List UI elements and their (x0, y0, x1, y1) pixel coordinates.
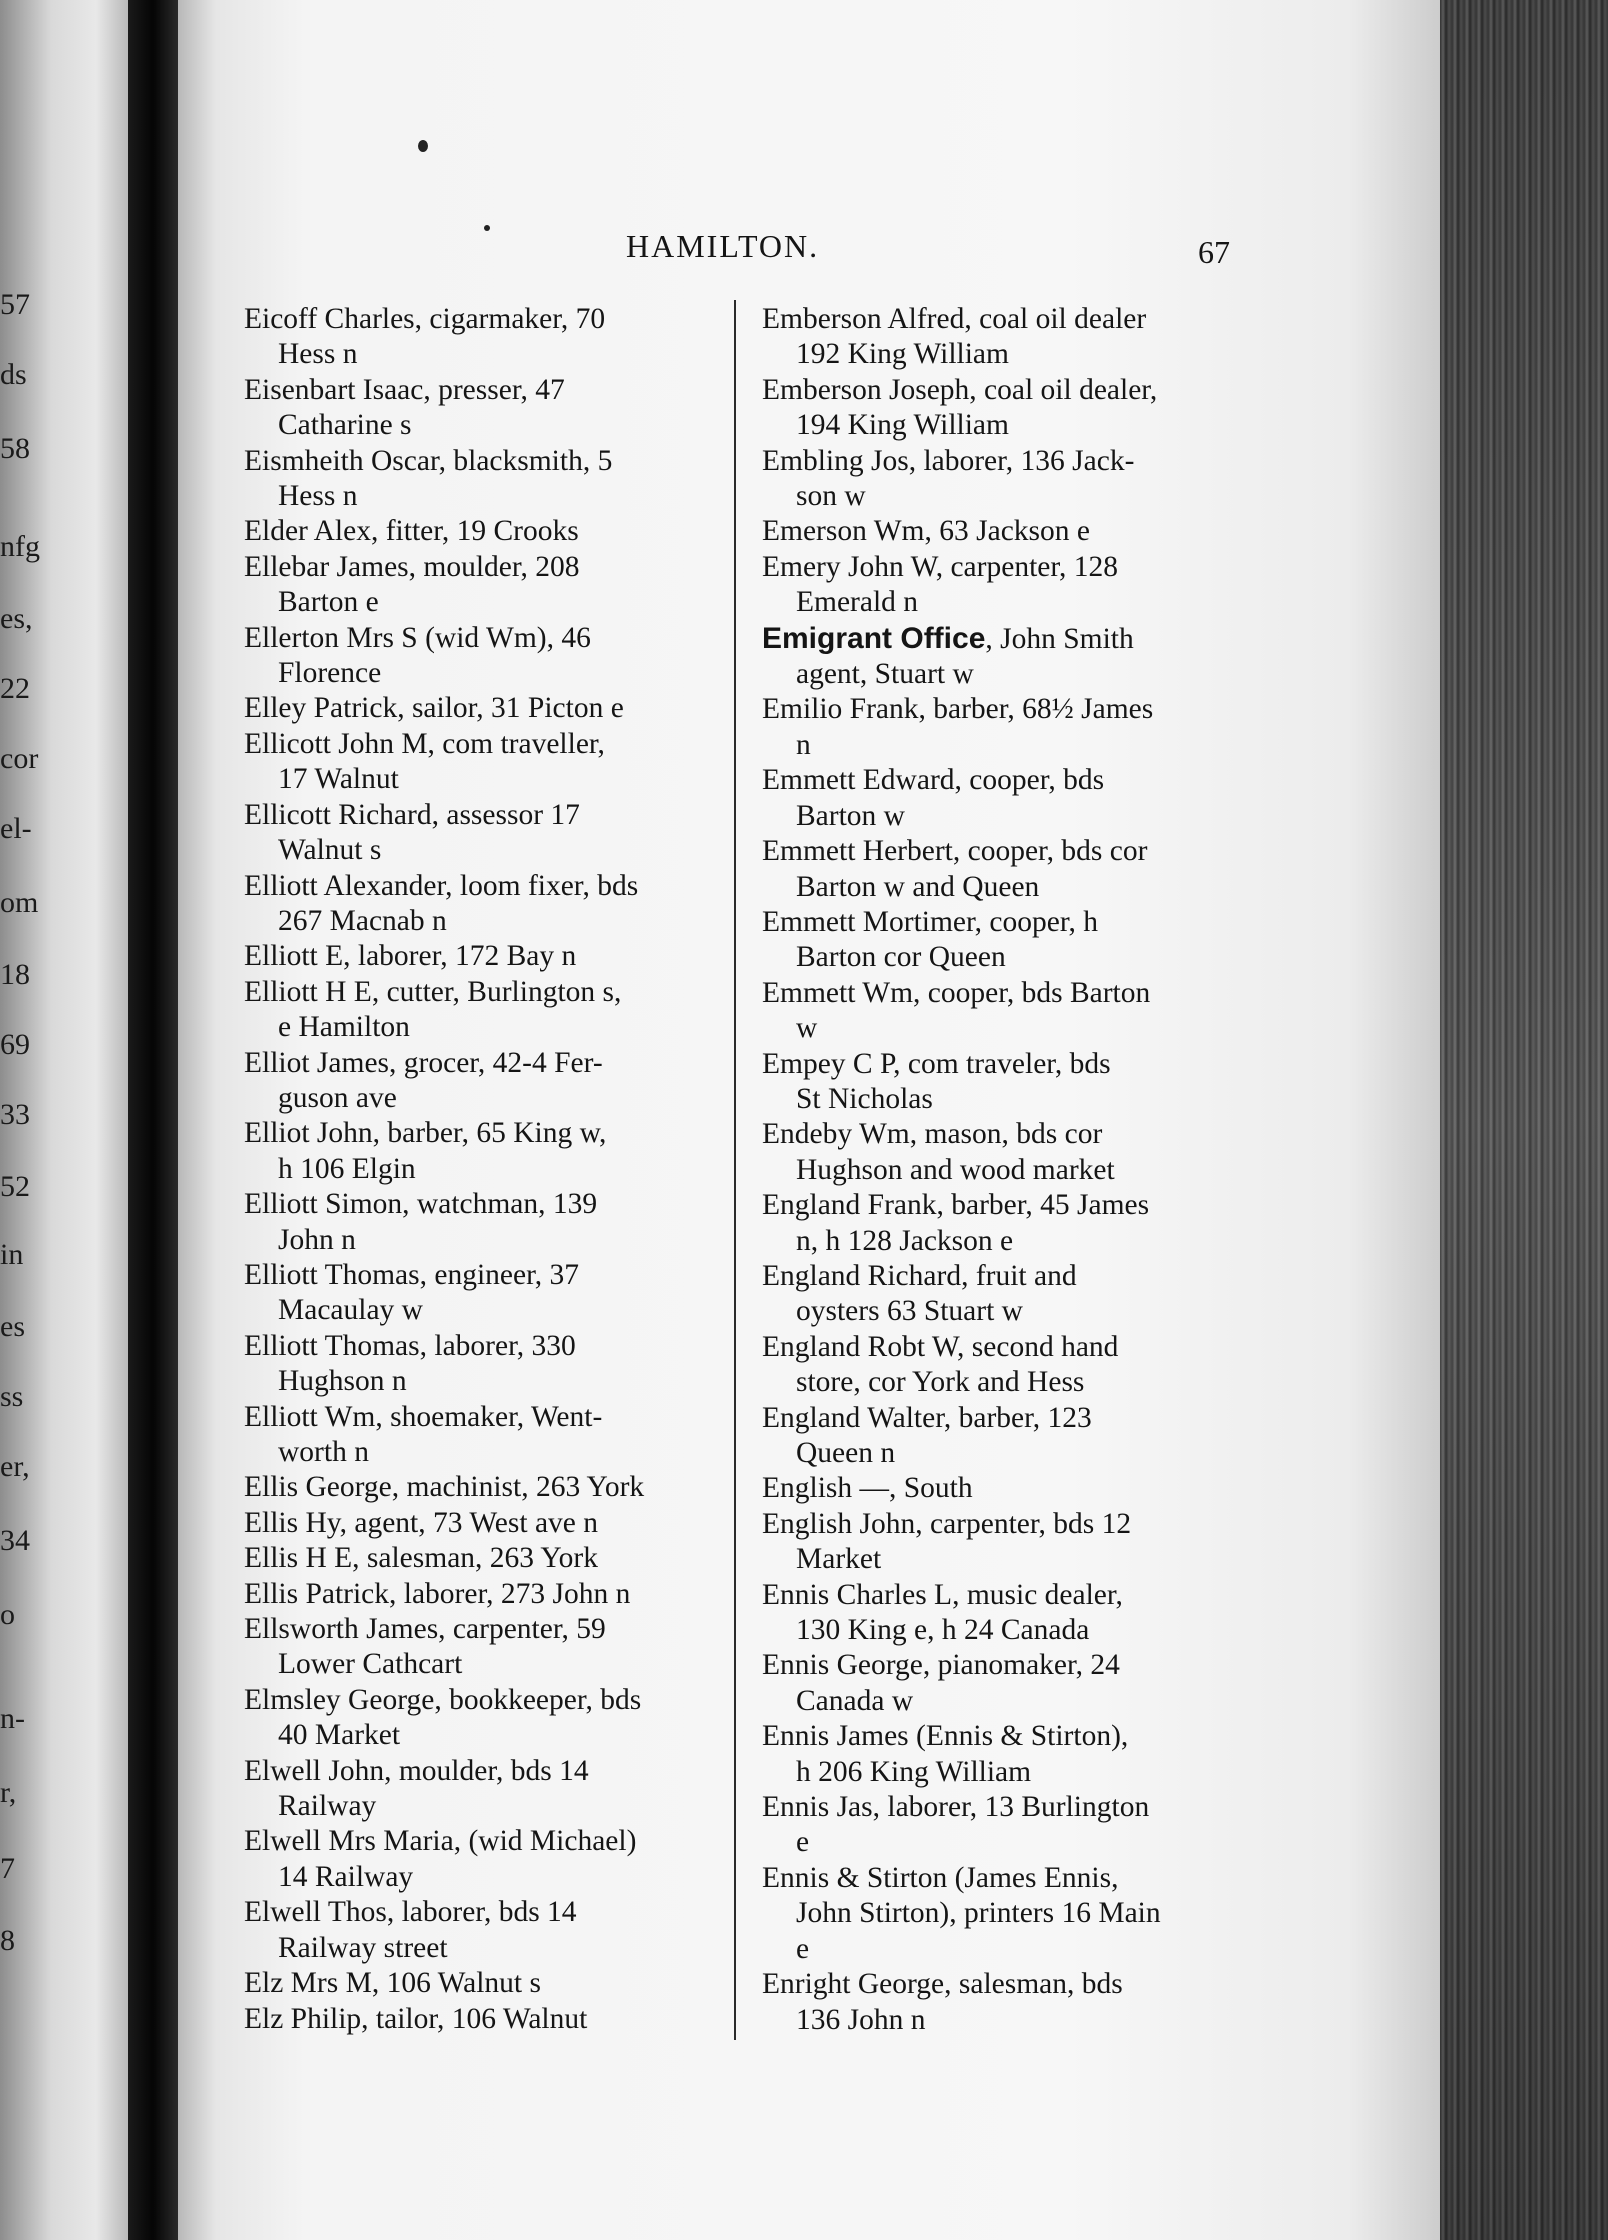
directory-entry (762, 1861, 1236, 1967)
facing-page-fragment: 52 (0, 1170, 30, 1203)
book-gutter (128, 0, 178, 2240)
facing-page-fragment: in (0, 1238, 24, 1271)
entry-text: Ennis James (Ennis & Stirton), (762, 1720, 1129, 1753)
directory-entry (762, 1648, 1236, 1719)
entry-text: Ellsworth James, carpenter, 59 (244, 1613, 606, 1646)
directory-entry (244, 939, 714, 974)
entry-text: Ennis Charles L, music dealer, (762, 1578, 1123, 1611)
directory-entry (244, 1683, 714, 1754)
entry-continuation: Walnut s (278, 834, 382, 867)
entry-continuation: Lower Cathcart (278, 1648, 463, 1681)
directory-entry (762, 692, 1236, 763)
directory-entry (244, 550, 714, 621)
entry-continuation: son w (796, 480, 866, 513)
directory-entry (244, 1577, 714, 1612)
facing-page-fragment: 58 (0, 432, 30, 465)
entry-text: Elz Philip, tailor, 106 Walnut (244, 2002, 588, 2035)
entry-text: Ellis Hy, agent, 73 West ave n (244, 1506, 599, 1539)
entry-text: English —, South (762, 1472, 973, 1505)
entry-continuation: store, cor York and Hess (796, 1366, 1085, 1399)
entry-text: English John, carpenter, bds 12 (762, 1507, 1132, 1540)
directory-entry (762, 302, 1236, 373)
directory-entry (762, 550, 1236, 621)
entry-continuation: n, h 128 Jackson e (796, 1224, 1014, 1257)
entry-text: Ellerton Mrs S (wid Wm), 46 (244, 621, 591, 654)
entry-continuation: guson ave (278, 1081, 397, 1114)
directory-entry (244, 1329, 714, 1400)
entry-text: Elder Alex, fitter, 19 Crooks (244, 515, 579, 548)
directory-entry (244, 1612, 714, 1683)
entry-text: Ellebar James, moulder, 208 (244, 550, 580, 583)
page-block-shade (1440, 0, 1608, 2240)
directory-entry (244, 1258, 714, 1329)
directory-entry (762, 1047, 1236, 1118)
entry-continuation: 136 John n (796, 2003, 926, 2036)
directory-entry (762, 621, 1236, 693)
entry-continuation: e (796, 1826, 810, 1859)
entry-continuation: Barton w and Queen (796, 870, 1040, 903)
directory-entry (762, 763, 1236, 834)
facing-page-fragment: 22 (0, 672, 30, 705)
entry-continuation: e Hamilton (278, 1011, 410, 1044)
entry-continuation: h 106 Elgin (278, 1152, 416, 1185)
directory-entry (244, 621, 714, 692)
entry-text: Elwell Mrs Maria, (wid Michael) (244, 1825, 637, 1858)
entry-continuation: w (796, 1012, 818, 1045)
entry-continuation: Market (796, 1543, 882, 1576)
entry-continuation: John n (278, 1223, 356, 1256)
entry-continuation: h 206 King William (796, 1755, 1032, 1788)
directory-entry (244, 1824, 714, 1895)
entry-text: Empey C P, com traveler, bds (762, 1047, 1111, 1080)
entry-continuation: Queen n (796, 1437, 896, 1469)
facing-page-fragment: om (0, 886, 39, 919)
entry-text: Emmett Mortimer, cooper, h (762, 905, 1098, 938)
directory-entry (244, 302, 714, 373)
entry-continuation: Hughson n (278, 1365, 407, 1398)
entry-continuation: John Stirton), printers 16 Main (796, 1897, 1161, 1930)
facing-page-fragment: el- (0, 812, 32, 845)
directory-entry (244, 444, 714, 515)
entry-continuation: 17 Walnut (278, 763, 399, 796)
facing-page-fragment: r, (0, 1776, 17, 1809)
directory-entry (762, 1578, 1236, 1649)
directory-entry (762, 514, 1236, 549)
entry-continuation: 192 King William (796, 338, 1009, 371)
entry-text: Emmett Edward, cooper, bds (762, 764, 1105, 797)
entry-continuation: oysters 63 Stuart w (796, 1295, 1023, 1328)
entry-continuation: Barton cor Queen (796, 941, 1006, 974)
entry-text: Ellicott John M, com traveller, (244, 727, 605, 760)
facing-page-fragment: 7 (0, 1852, 15, 1885)
entry-text-rest: , John Smith (985, 622, 1134, 655)
entry-text: Endeby Wm, mason, bds cor (762, 1118, 1103, 1151)
directory-entry (762, 834, 1236, 905)
speck (418, 140, 428, 152)
directory-entry (762, 1401, 1236, 1472)
facing-page-fragment: cor (0, 742, 39, 775)
directory-column-right (762, 302, 1236, 2038)
directory-column-left (244, 302, 714, 2037)
entry-text: Elley Patrick, sailor, 31 Picton e (244, 692, 624, 725)
entry-continuation: agent, Stuart w (796, 658, 974, 691)
directory-entry (762, 1471, 1236, 1506)
entry-continuation: Emerald n (796, 586, 919, 619)
directory-entry (762, 1117, 1236, 1188)
entry-continuation: Railway street (278, 1931, 448, 1964)
entry-continuation: e (796, 1932, 810, 1965)
facing-page-fragment: 18 (0, 958, 30, 991)
entry-text: Elz Mrs M, 106 Walnut s (244, 1967, 541, 2000)
entry-continuation: n (796, 728, 811, 761)
entry-continuation: Catharine s (278, 409, 412, 442)
facing-page-fragment: er, (0, 1450, 30, 1483)
facing-page-fragment: ss (0, 1380, 24, 1413)
entry-text: Embling Jos, laborer, 136 Jack- (762, 444, 1135, 477)
facing-page-fragment: n- (0, 1702, 25, 1735)
directory-entry (244, 1506, 714, 1541)
entry-text: Emberson Joseph, coal oil dealer, (762, 373, 1158, 406)
directory-entry (762, 1188, 1236, 1259)
directory-entry (762, 1259, 1236, 1330)
entry-text: Elliot James, grocer, 42-4 Fer- (244, 1046, 603, 1079)
entry-text: Ellis George, machinist, 263 York (244, 1471, 645, 1504)
directory-entry (244, 975, 714, 1046)
directory-entry (244, 727, 714, 798)
entry-continuation: 130 King e, h 24 Canada (796, 1614, 1090, 1647)
entry-text: Emilio Frank, barber, 68½ James (762, 693, 1154, 726)
directory-entry (244, 1754, 714, 1825)
directory-entry (762, 373, 1236, 444)
entry-text: Elwell John, moulder, bds 14 (244, 1754, 589, 1787)
facing-page-fragment: nfg (0, 530, 40, 563)
directory-entry (762, 444, 1236, 515)
entry-continuation: Hess n (278, 480, 358, 513)
entry-text: Ennis George, pianomaker, 24 (762, 1649, 1120, 1682)
entry-continuation: 194 King William (796, 409, 1009, 442)
entry-text: Emmett Wm, cooper, bds Barton (762, 976, 1151, 1009)
facing-page-fragment: 57 (0, 288, 30, 321)
entry-continuation: 40 Market (278, 1719, 401, 1752)
directory-entry (244, 1895, 714, 1966)
entry-continuation: worth n (278, 1436, 369, 1468)
facing-page-fragment: 33 (0, 1098, 30, 1131)
directory-entry (244, 1541, 714, 1576)
entry-text: Elliott Alexander, loom fixer, bds (244, 869, 639, 902)
column-divider (734, 300, 736, 2040)
entry-continuation: Canada w (796, 1684, 914, 1717)
directory-entry (244, 1470, 714, 1505)
entry-text: Emerson Wm, 63 Jackson e (762, 515, 1090, 548)
directory-entry (762, 905, 1236, 976)
directory-entry (244, 798, 714, 869)
entry-text: Elliott Thomas, laborer, 330 (244, 1329, 576, 1362)
entry-text: Elliott E, laborer, 172 Bay n (244, 940, 577, 973)
entry-text: Elliott Simon, watchman, 139 (244, 1188, 598, 1221)
facing-page-fragment: 34 (0, 1524, 30, 1557)
directory-entry (762, 976, 1236, 1047)
directory-entry (244, 514, 714, 549)
directory-entry (762, 1967, 1236, 2038)
directory-entry (762, 1330, 1236, 1401)
directory-entry (244, 1116, 714, 1187)
facing-page-fragment: ds (0, 358, 27, 391)
entry-continuation: Railway (278, 1790, 377, 1823)
entry-continuation: Hess n (278, 338, 358, 371)
facing-page-fragment: 69 (0, 1028, 30, 1061)
directory-entry (762, 1507, 1236, 1578)
entry-text: Eisenbart Isaac, presser, 47 (244, 373, 565, 406)
entry-text: Ellis Patrick, laborer, 273 John n (244, 1577, 631, 1610)
speck (484, 225, 490, 231)
directory-entry (244, 691, 714, 726)
entry-text: England Frank, barber, 45 James (762, 1189, 1150, 1222)
entry-text: England Robt W, second hand (762, 1330, 1119, 1363)
directory-entry (762, 1719, 1236, 1790)
entry-text: Elliot John, barber, 65 King w, (244, 1117, 607, 1150)
directory-entry (244, 1966, 714, 2001)
entry-text: England Richard, fruit and (762, 1259, 1077, 1292)
facing-page-fragment: es, (0, 602, 33, 635)
directory-entry (244, 2002, 714, 2037)
entry-continuation: 14 Railway (278, 1860, 414, 1893)
directory-entry (244, 373, 714, 444)
entry-text: Ennis & Stirton (James Ennis, (762, 1861, 1119, 1894)
page-number: 67 (1198, 234, 1230, 270)
entry-text: Elmsley George, bookkeeper, bds (244, 1683, 642, 1716)
directory-entry (762, 1790, 1236, 1861)
entry-text: Eicoff Charles, cigarmaker, 70 (244, 303, 606, 335)
entry-text: Ennis Jas, laborer, 13 Burlington (762, 1791, 1150, 1824)
entry-text: Ellis H E, salesman, 263 York (244, 1542, 598, 1575)
facing-page-fragment: es (0, 1310, 25, 1343)
directory-entry (244, 869, 714, 940)
entry-text: Elwell Thos, laborer, bds 14 (244, 1896, 577, 1929)
facing-page-fragment: 8 (0, 1924, 15, 1957)
entry-continuation: Barton e (278, 586, 379, 619)
directory-entry (244, 1400, 714, 1471)
running-head: HAMILTON. (626, 228, 820, 264)
entry-text: Eismheith Oscar, blacksmith, 5 (244, 444, 613, 477)
facing-page-fragment: o (0, 1598, 15, 1631)
entry-text: Elliott Thomas, engineer, 37 (244, 1258, 580, 1291)
directory-entry (244, 1046, 714, 1117)
entry-text: Enright George, salesman, bds (762, 1968, 1123, 2001)
entry-text: Elliott H E, cutter, Burlington s, (244, 975, 622, 1008)
entry-continuation: 267 Macnab n (278, 904, 447, 937)
entry-heading-bold: Emigrant Office (762, 621, 986, 655)
directory-entry (244, 1187, 714, 1258)
entry-text: England Walter, barber, 123 (762, 1401, 1092, 1434)
entry-text: Emmett Herbert, cooper, bds cor (762, 835, 1148, 868)
entry-continuation: Macaulay w (278, 1294, 423, 1327)
entry-continuation: Florence (278, 657, 382, 690)
entry-text: Emberson Alfred, coal oil dealer (762, 303, 1147, 335)
entry-continuation: Barton w (796, 799, 905, 832)
entry-text: Elliott Wm, shoemaker, Went- (244, 1400, 603, 1433)
entry-text: Emery John W, carpenter, 128 (762, 550, 1119, 583)
entry-text: Ellicott Richard, assessor 17 (244, 798, 580, 831)
entry-continuation: St Nicholas (796, 1082, 933, 1115)
entry-continuation: Hughson and wood market (796, 1153, 1115, 1186)
